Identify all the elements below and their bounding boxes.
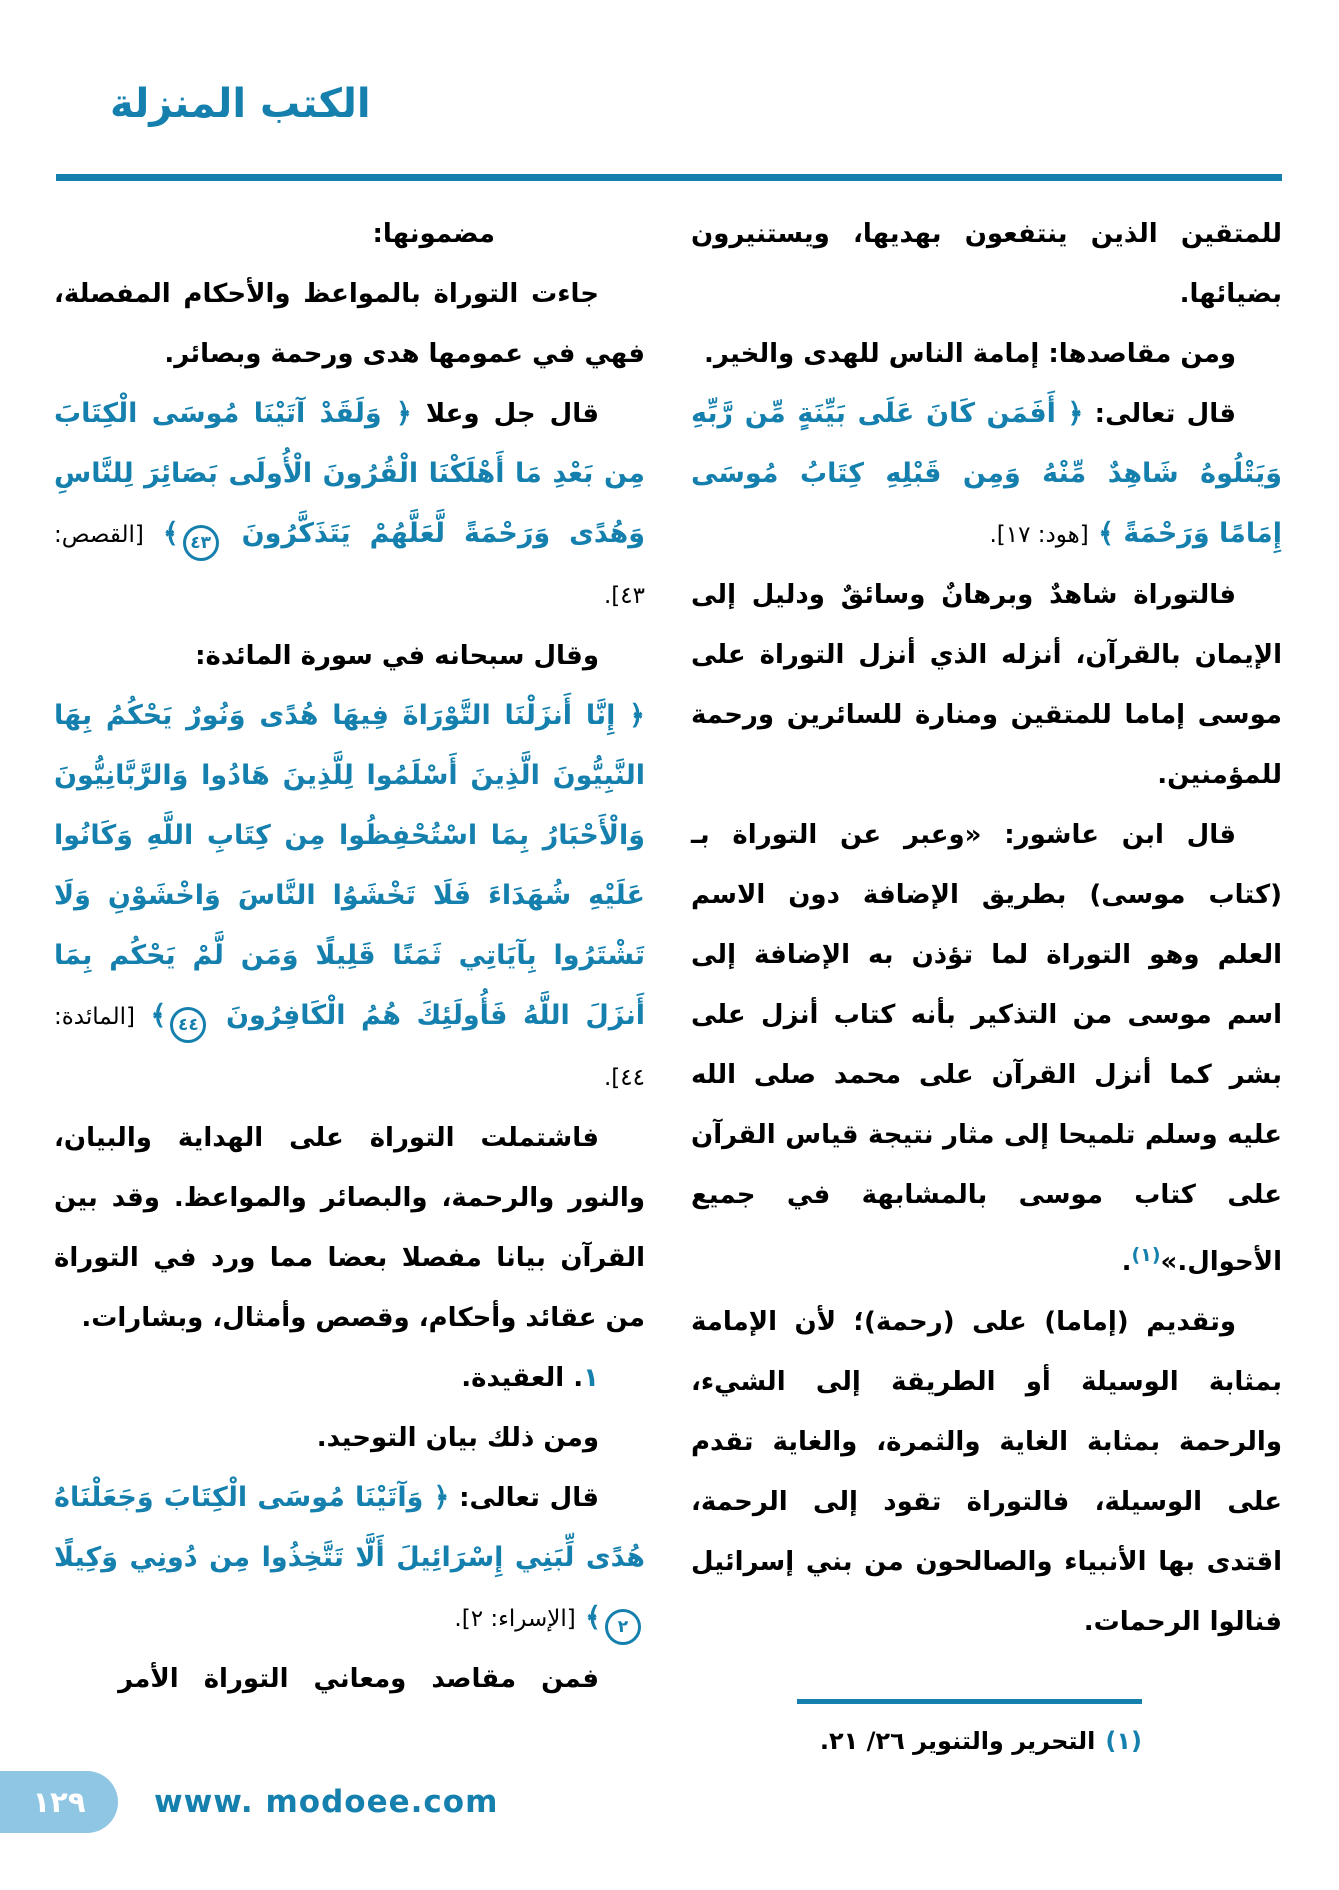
footnote-text-line (691, 1720, 1142, 1762)
quran-verse-text: ﴾ (575, 1602, 601, 1633)
quran-verse-text: ﴿ أَفَمَن كَانَ عَلَى بَيِّنَةٍ مِّن رَّبِّهِ وَيَتْلُوهُ شَاهِدٌ مِّنْهُ وَمِن قَبْلِهِ كِتَابُ مُوسَى إِمَامًا وَرَحْمَةً ﴾ (691, 398, 1282, 549)
paragraph-torah-witness (691, 565, 1282, 805)
quran-verse-text: ﴿ وَآتَيْنَا مُوسَى الْكِتَابَ وَجَعَلْنَاهُ هُدًى لِّبَنِي إِسْرَائِيلَ أَلَّا تَتَّخِذُوا مِن دُونِي وَكِيلًا (54, 1482, 645, 1573)
footnote-text: التحرير والتنوير ٢٦/ ٢١. (819, 1727, 1096, 1755)
quote-ibn-ashur (691, 805, 1282, 1292)
accent-number: ١ (583, 1363, 599, 1393)
text-segment: وتقديم (إماما) على (رحمة)؛ لأن الإمامة بمثابة الوسيلة أو الطريقة إلى الشيء، والرحمة بمثابة الغاية والثمرة، والغاية تقدم على الوسيلة، فالتوراة تقود إلى الرحمة، اقتدى بها الأنبياء والصالحون من بني إسرائيل فنالوا الرحمات. (691, 1307, 1282, 1637)
quran-verse-text: ﴾ (143, 518, 179, 549)
verse-reference: [القصص: ٤٣]. (54, 522, 645, 609)
footnote-divider (797, 1699, 1142, 1704)
text-segment: جاءت التوراة بالمواعظ والأحكام المفصلة، فهي في عمومها هدى ورحمة وبصائر. (54, 279, 645, 369)
text-segment: فاشتملت التوراة على الهداية والبيان، والنور والرحمة، والبصائر والمواعظ. وقد بين القرآن بيانا مفصلا بعضا مما ورد في التوراة من عقائد وأحكام، وقصص وأمثال، وبشارات. (54, 1123, 645, 1333)
footnote (691, 1699, 1282, 1762)
text-segment: قال تعالى: (449, 1483, 599, 1513)
quran-verse-text: ﴾ (134, 1000, 167, 1031)
right-column-paragraphs (691, 204, 1282, 1652)
text-segment: قال ابن عاشور: «وعبر عن التوراة بـ (كتاب موسى) بطريق الإضافة دون الاسم العلم وهو التوراة لما تؤذن به الإضافة إلى اسم موسى من التذكير بأنه كتاب أنزل على بشر كما أنزل القرآن على محمد صلى الله عليه وسلم تلميحا إلى مثار نتيجة قياس القرآن على كتاب موسى بالمشابهة في جميع الأحوال.» (691, 820, 1282, 1277)
text-columns (54, 204, 1282, 1768)
text-segment: ومن مقاصدها: إمامة الناس للهدى والخير. (703, 339, 1236, 369)
right-column (691, 204, 1282, 1768)
page-title: الكتب المنزلة (110, 81, 371, 127)
text-segment: قال تعالى: (1083, 399, 1236, 429)
footnote-marker: (١) (1105, 1727, 1142, 1755)
verse-reference: [الإسراء: ٢]. (454, 1606, 576, 1632)
left-column-paragraphs (54, 204, 645, 1709)
text-segment: . (1121, 1247, 1132, 1277)
verse-maidah-44 (54, 686, 645, 1108)
text-segment: وقال سبحانه في سورة المائدة: (195, 641, 599, 671)
left-column (54, 204, 645, 1768)
verse-reference: [هود: ١٧]. (989, 522, 1089, 548)
header-divider (56, 174, 1282, 181)
paragraph-last-line (54, 1649, 645, 1709)
text-segment: مضمونها: (372, 219, 495, 249)
paragraph-torah-included (54, 1108, 645, 1348)
quran-verse-text: ﴿ وَلَقَدْ آتَيْنَا مُوسَى الْكِتَابَ مِن بَعْدِ مَا أَهْلَكْنَا الْقُرُونَ الْأُولَى بَصَائِرَ لِلنَّاسِ وَهُدًى وَرَحْمَةً لَّعَلَّهُمْ يَتَذَكَّرُونَ (54, 398, 645, 549)
list-item-aqeedah (54, 1348, 645, 1408)
text-segment: . العقيدة. (461, 1363, 584, 1393)
quran-verse-text: ﴿ إِنَّا أَنزَلْنَا التَّوْرَاةَ فِيهَا هُدًى وَنُورٌ يَحْكُمُ بِهَا النَّبِيُّونَ الَّذِينَ أَسْلَمُوا لِلَّذِينَ هَادُوا وَالرَّبَّانِيُّونَ وَالْأَحْبَارُ بِمَا اسْتُحْفِظُوا مِن كِتَابِ اللَّهِ وَكَانُوا عَلَيْهِ شُهَدَاءَ فَلَا تَخْشَوُا النَّاسَ وَاخْشَوْنِ وَلَا تَشْتَرُوا بِآيَاتِي ثَمَنًا قَلِيلًا وَمَن لَّمْ يَحْكُم بِمَا أَنزَلَ اللَّهُ فَأُولَئِكَ هُمُ الْكَافِرُونَ (54, 700, 645, 1031)
text-segment: للمتقين الذين ينتفعون بهديها، ويستنيرون بضيائها. (691, 219, 1282, 309)
website-url[interactable]: www. modoee.com (154, 1784, 499, 1820)
ayah-number-medallion: ٢ (605, 1609, 641, 1645)
page-footer (0, 1770, 1339, 1834)
ayah-number-medallion: ٤٤ (170, 1007, 206, 1043)
verse-reference: [المائدة: ٤٤]. (54, 1004, 645, 1091)
text-segment: ومن ذلك بيان التوحيد. (316, 1423, 599, 1453)
text-segment: قال جل وعلا (411, 399, 599, 429)
paragraph-purposes (691, 324, 1282, 384)
verse-qasas-43 (54, 384, 645, 626)
text-segment: فمن مقاصد ومعاني التوراة الأمر (118, 1664, 599, 1694)
paragraph-imaman-rahma (691, 1292, 1282, 1652)
verse-hud-17 (691, 384, 1282, 565)
paragraph-maidah-intro (54, 626, 645, 686)
section-heading-contents (54, 204, 645, 264)
ayah-number-medallion: ٤٣ (183, 525, 219, 561)
text-segment: فالتوراة شاهدٌ وبرهانٌ وسائقٌ ودليل إلى الإيمان بالقرآن، أنزله الذي أنزل التوراة على موسى إماما للمتقين ومنارة للسائرين ورحمة للمؤمنين. (691, 580, 1282, 790)
continuation-paragraph (691, 204, 1282, 324)
paragraph-torah-came (54, 264, 645, 384)
paragraph-tawhid (54, 1408, 645, 1468)
footnote-reference-marker: (١) (1131, 1244, 1161, 1266)
page-number-badge: ١٢٩ (0, 1771, 118, 1833)
verse-isra-2 (54, 1468, 645, 1649)
